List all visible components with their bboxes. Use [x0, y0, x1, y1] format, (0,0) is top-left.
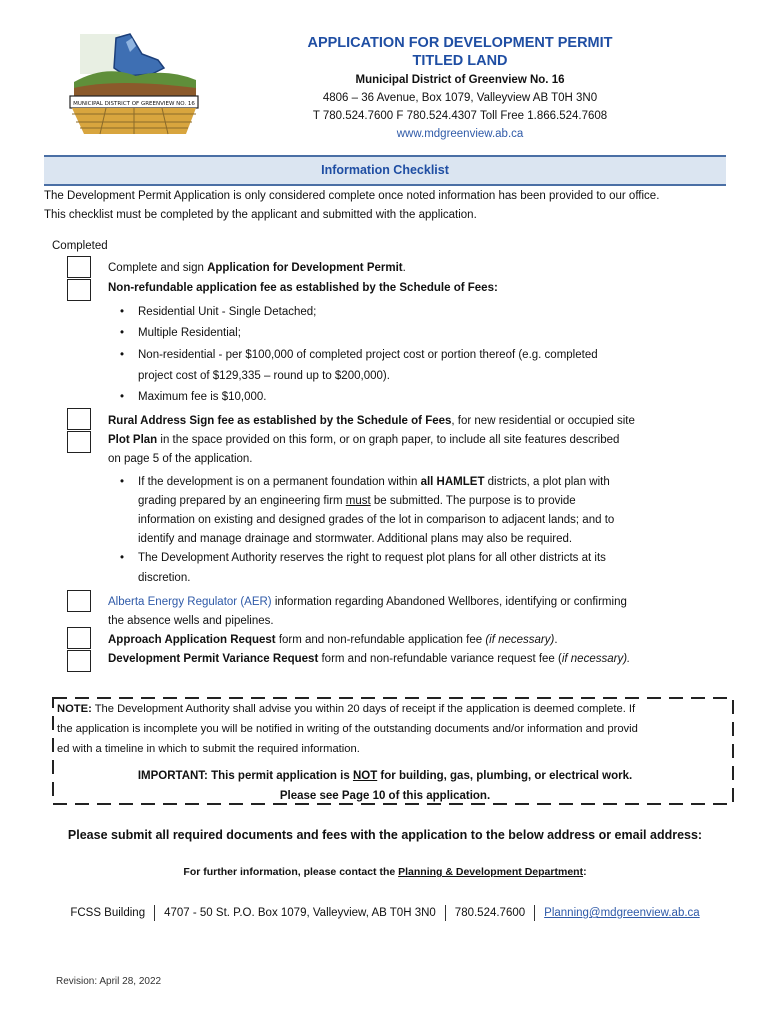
item-variance-bold: Development Permit Variance Request: [108, 653, 319, 665]
item-application-suffix: .: [402, 262, 406, 274]
contact-colon: :: [583, 866, 587, 878]
checkbox-plot-plan[interactable]: [67, 431, 91, 453]
item-aer-line2: the absence wells and pipelines.: [108, 615, 274, 627]
page-subtitle: TITLED LAND: [412, 53, 508, 69]
divider: [154, 905, 155, 921]
completed-label: Completed: [52, 240, 108, 252]
important-text-c: for building, gas, plumbing, or electrical work.: [377, 770, 633, 782]
plot-bullet-text: districts, a plot plan with: [484, 476, 610, 488]
item-rural-address-suffix: , for new residential or occupied site: [451, 415, 635, 427]
item-approach-italic: (if necessary): [485, 634, 555, 646]
item-application-prefix: Complete and sign: [108, 262, 208, 274]
contact-text: For further information, please contact the: [183, 866, 399, 878]
list-item-continued: [120, 510, 680, 531]
fee-bullet-text: Non-residential - per $100,000 of completed project cost or portion thereof (e.g. completed: [138, 349, 598, 361]
fee-bullet-text: Residential Unit - Single Detached;: [138, 306, 317, 318]
important-not: NOT: [352, 770, 378, 782]
item-rural-address-bold: Rural Address Sign fee as established by the Schedule of Fees: [108, 415, 452, 427]
item-plot-plan-line2: on page 5 of the application.: [108, 453, 253, 465]
plot-bullet-text: discretion.: [138, 572, 191, 584]
list-item-continued: [120, 366, 680, 387]
divider: [445, 905, 446, 921]
note-line-3: ed with a timeline in which to submit the required information.: [57, 743, 360, 755]
list-item: • Residential Unit - Single Detached;: [120, 302, 680, 323]
checkbox-approach[interactable]: [67, 627, 91, 649]
fee-bullet-text: project cost of $129,335 – round up to $200,000).: [138, 370, 390, 382]
footer-address: 4707 - 50 St. P.O. Box 1079, Valleyview, AB T0H 3N0: [164, 907, 436, 920]
plot-bullet-text: The Development Authority reserves the right to request plot plans for all other districts at its: [138, 552, 606, 564]
item-application: [108, 259, 708, 279]
intro-line-1: The Development Permit Application is only considered complete once noted information has been provided to our office.: [44, 190, 660, 202]
list-item: • Non-residential - per $100,000 of completed project cost or portion thereof (e.g. completed: [120, 345, 680, 366]
footer-building: FCSS Building: [70, 907, 146, 920]
item-approach: [108, 631, 708, 651]
plot-bullet-text: information on existing and designed grades of the lot in comparison to adjacent lands; and to: [138, 514, 615, 526]
page-title: APPLICATION FOR DEVELOPMENT PERMIT: [307, 35, 613, 51]
note-label: NOTE:: [57, 703, 92, 715]
list-item-continued: [120, 568, 680, 589]
plot-bullet-text: grading prepared by an engineering firm: [138, 495, 346, 507]
checkbox-application-fee[interactable]: [67, 279, 91, 301]
fee-bullet-text: Multiple Residential;: [138, 327, 241, 339]
item-plot-plan-suffix: in the space provided on this form, or on graph paper, to include all site features described: [157, 434, 620, 446]
plot-bullet-text: be submitted. The purpose is to provide: [370, 495, 576, 507]
item-approach-mid: form and non-refundable application fee: [275, 634, 486, 646]
checkbox-aer[interactable]: [67, 590, 91, 612]
submit-heading: Please submit all required documents and fees with the application to the below address or email address:: [67, 828, 703, 842]
item-application-fee: Non-refundable application fee as established by the Schedule of Fees:: [108, 282, 498, 294]
list-item: • The Development Authority reserves the right to request plot plans for all other districts at its: [120, 548, 680, 569]
divider: [534, 905, 535, 921]
item-plot-plan-bold: Plot Plan: [108, 434, 158, 446]
website-link[interactable]: www.mdgreenview.ab.ca: [396, 128, 524, 140]
item-variance-mid: form and non-refundable variance request fee (: [318, 653, 562, 665]
note-line-1: [57, 699, 729, 719]
fee-bullet-text: Maximum fee is $10,000.: [138, 391, 267, 403]
plot-bullet-text: identify and manage drainage and stormwater. Additional plans may also be required.: [138, 533, 573, 545]
list-item-continued: [120, 529, 680, 550]
footer-contact-row: [0, 905, 770, 921]
item-aer: [108, 593, 708, 613]
intro-line-2: This checklist must be completed by the applicant and submitted with the application.: [44, 209, 477, 221]
logo-text: MUNICIPAL DISTRICT OF GREENVIEW NO. 16: [73, 101, 195, 107]
contact-line: [0, 866, 770, 878]
org-name: Municipal District of Greenview No. 16: [355, 74, 565, 86]
checkbox-application[interactable]: [67, 256, 91, 278]
checkbox-rural-address[interactable]: [67, 408, 91, 430]
note-line-1-text: The Development Authority shall advise you within 20 days of receipt if the application is deemed complete. If: [91, 703, 636, 715]
list-item: • Maximum fee is $10,000.: [120, 387, 680, 408]
planning-department: Planning & Development Department: [398, 866, 584, 878]
list-item-continued: [120, 491, 680, 512]
checklist-heading: Information Checklist: [321, 163, 449, 177]
item-rural-address: [108, 412, 708, 432]
plot-bullet-bold: all HAMLET: [420, 476, 485, 488]
item-approach-bold: Approach Application Request: [108, 634, 276, 646]
email-link[interactable]: Planning@mdgreenview.ab.ca: [544, 907, 700, 920]
note-line-2: the application is incomplete you will be notified in writing of the outstanding documents and/or information and provid: [57, 723, 638, 735]
org-address: 4806 – 36 Avenue, Box 1079, Valleyview AB T0H 3N0: [322, 92, 598, 104]
checkbox-variance[interactable]: [67, 650, 91, 672]
important-line-1: [0, 766, 770, 786]
item-approach-end: .: [554, 634, 558, 646]
item-variance-italic: if necessary).: [561, 653, 631, 665]
important-line-2: Please see Page 10 of this application.: [279, 790, 491, 802]
list-item: • If the development is on a permanent foundation within all HAMLET districts, a plot plan with: [120, 476, 610, 488]
revision-date: Revision: April 28, 2022: [56, 976, 162, 987]
plot-bullet-underline: must: [345, 495, 371, 507]
list-item: • Multiple Residential;: [120, 323, 680, 344]
org-phones: T 780.524.7600 F 780.524.4307 Toll Free 1.866.524.7608: [312, 110, 608, 122]
item-plot-plan: [108, 431, 708, 451]
important-text-a: IMPORTANT: This permit application is: [137, 770, 353, 782]
item-aer-suffix: information regarding Abandoned Wellbores, identifying or confirming: [271, 596, 627, 608]
item-application-bold: Application for Development Permit: [207, 262, 403, 274]
checklist-heading-bar: [44, 155, 726, 186]
note-text: [57, 699, 729, 759]
plot-bullet-text: If the development is on a permanent foundation within: [138, 476, 421, 488]
footer-phone: 780.524.7600: [454, 907, 526, 920]
aer-link[interactable]: Alberta Energy Regulator (AER): [108, 596, 272, 608]
item-variance: [108, 650, 708, 670]
